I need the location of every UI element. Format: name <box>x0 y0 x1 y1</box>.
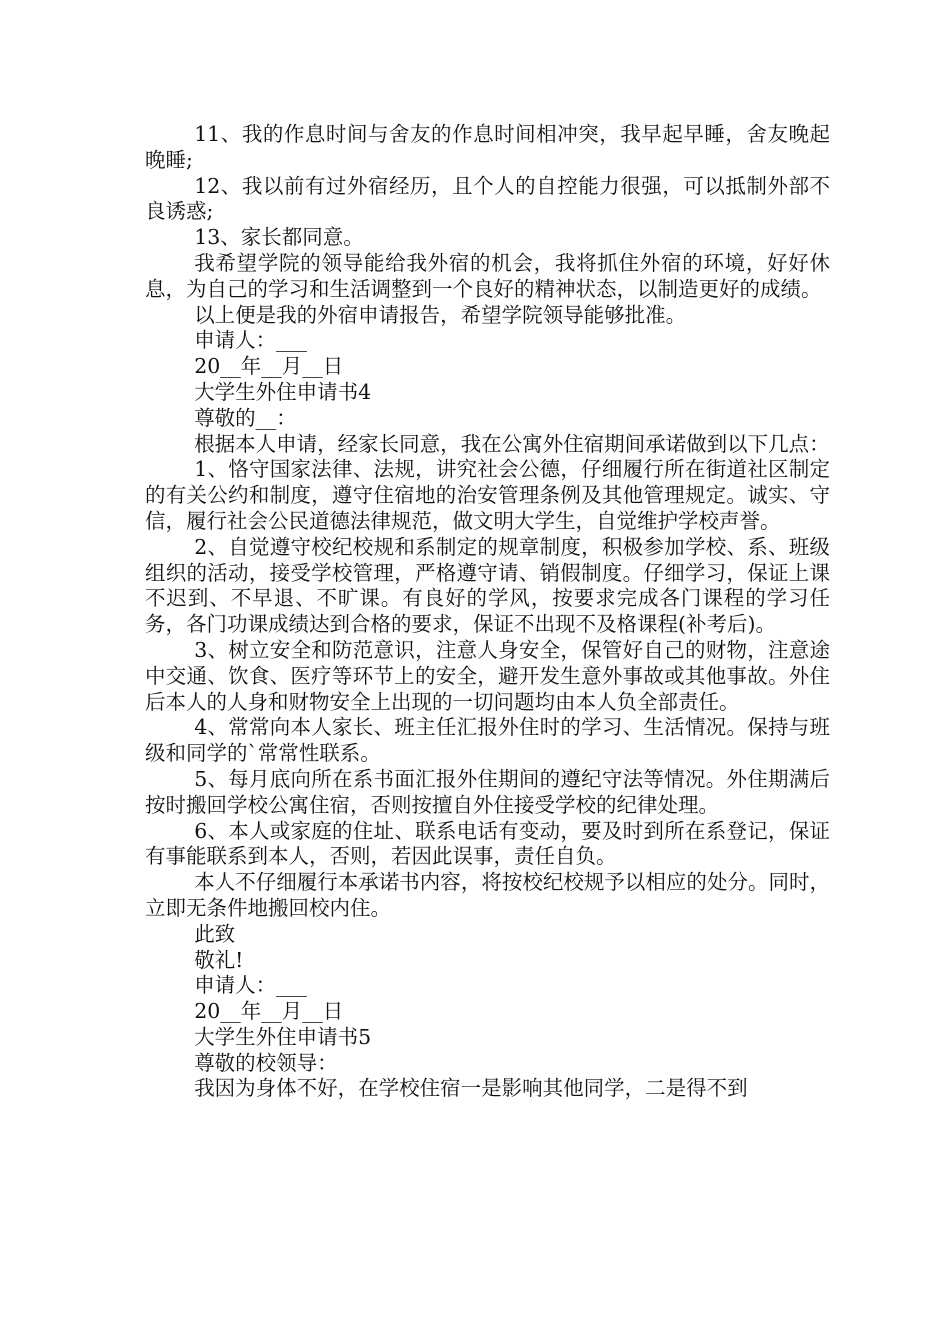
paragraph-hope: 我希望学院的领导能给我外宿的机会，我将抓住外宿的环境，好好休息，为自己的学习和生活调整到一个良好的精神状态，以制造更好的成绩。 <box>145 250 830 301</box>
paragraph-12: 12、我以前有过外宿经历，且个人的自控能力很强，可以抵制外部不良诱惑; <box>145 173 830 224</box>
section-title-4: 大学生外住申请书4 <box>194 379 372 404</box>
paragraph-consequence: 本人不仔细履行本承诺书内容，将按校纪校规予以相应的处分。同时，立即无条件地搬回校内住。 <box>145 870 830 920</box>
closing-jingli: 敬礼! <box>194 947 244 972</box>
paragraph-closing: 以上便是我的外宿申请报告，希望学院领导能够批准。 <box>194 302 687 327</box>
closing-cizhi: 此致 <box>194 921 236 946</box>
salutation-2: 尊敬的校领导： <box>194 1050 338 1075</box>
applicant-line: 申请人：___ <box>194 328 307 353</box>
paragraph-13: 13、家长都同意。 <box>194 225 364 250</box>
section-title-5: 大学生外住申请书5 <box>194 1024 372 1049</box>
applicant-line-2: 申请人：___ <box>194 973 307 998</box>
paragraph-intro: 根据本人申请，经家长同意，我在公寓外住宿期间承诺做到以下几点： <box>194 431 830 456</box>
paragraph-reason: 我因为身体不好，在学校住宿一是影响其他同学，二是得不到 <box>194 1076 748 1101</box>
paragraph-11: 11、我的作息时间与舍友的作息时间相冲突，我早起早睡，舍友晚起晚睡; <box>145 122 830 172</box>
date-line: 20__年__月__日 <box>194 354 344 379</box>
date-line-2: 20__年__月__日 <box>194 999 344 1024</box>
document-body <box>145 122 830 1102</box>
salutation: 尊敬的__： <box>194 405 297 430</box>
pledge-item-3: 3、树立安全和防范意识，注意人身安全，保管好自己的财物，注意途中交通、饮食、医疗等环节上的安全，避开发生意外事故或其他事故。外住后本人的人身和财物安全上出现的一切问题均由本人负全部责任。 <box>145 637 830 714</box>
pledge-item-2: 2、自觉遵守校纪校规和系制定的规章制度，积极参加学校、系、班级组织的活动，接受学校管理，严格遵守请、销假制度。仔细学习，保证上课不迟到、不早退、不旷课。有良好的学风，按要求完成各门课程的学习任务，各门功课成绩达到合格的要求，保证不出现不及格课程(补考后)。 <box>145 534 830 637</box>
pledge-item-4: 4、常常向本人家长、班主任汇报外住时的学习、生活情况。保持与班级和同学的`常常性联系。 <box>145 715 830 766</box>
pledge-item-6: 6、本人或家庭的住址、联系电话有变动，要及时到所在系登记，保证有事能联系到本人，否则，若因此误事，责任自负。 <box>145 818 830 869</box>
pledge-item-5: 5、每月底向所在系书面汇报外住期间的遵纪守法等情况。外住期满后按时搬回学校公寓住宿，否则按擅自外住接受学校的纪律处理。 <box>145 766 830 817</box>
pledge-item-1: 1、恪守国家法律、法规，讲究社会公德，仔细履行所在街道社区制定的有关公约和制度，遵守住宿地的治安管理条例及其他管理规定。诚实、守信，履行社会公民道德法律规范，做文明大学生，自觉维护学校声誉。 <box>145 457 830 533</box>
